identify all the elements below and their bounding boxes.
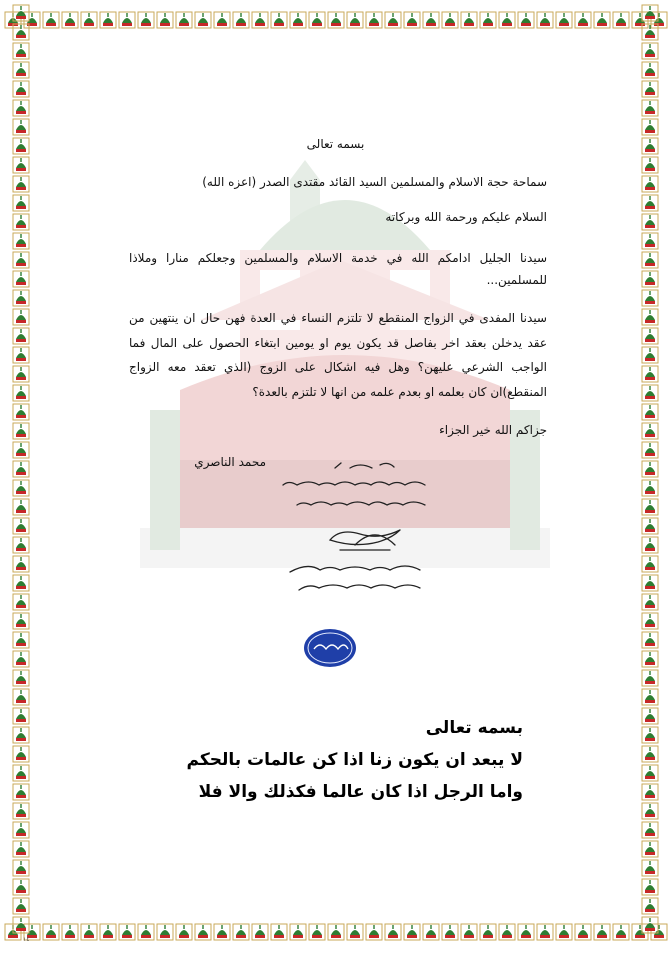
letter-basmala: بسمه تعالى bbox=[306, 137, 365, 151]
handwritten-reply bbox=[250, 460, 430, 615]
page-number: ١٤ bbox=[23, 936, 30, 943]
decorative-border-bottom bbox=[0, 912, 671, 952]
letter-closing: جزاكم الله خير الجزاء bbox=[439, 423, 547, 437]
reply-transcription bbox=[187, 712, 524, 808]
official-seal bbox=[302, 627, 358, 669]
letter-paragraph-intro: سيدنا الجليل ادامكم الله في خدمة الاسلام والمسلمين وجعلكم منارا وملاذا للمسلمين... bbox=[129, 251, 547, 287]
transcription-line-1: بسمه تعالى bbox=[425, 718, 523, 738]
letter-greeting: السلام عليكم ورحمة الله وبركاته bbox=[385, 210, 547, 224]
decorative-border-top bbox=[0, 0, 671, 40]
transcription-line-3: واما الرجل اذا كان عالما فكذلك والا فلا bbox=[198, 782, 523, 802]
letter-paragraph-question: سيدنا المفدى في الزواج المنقطع لا تلتزم النساء في العدة فهن حال ان ينتهين من عقد يدخلن بعقد اخر بفاصل قد يكون يوم او يومين ابتغاء الحصول على المال فما الواجب الشرعي عليهن؟ وهل فيه اشكال على الزوج (الذي تعقد معه الزواج المنقطع)ان كان بعلمه او بعدم علمه من انها لا تلتزم بالعدة؟ bbox=[129, 311, 547, 399]
transcription-line-2: لا يبعد ان يكون زنا اذا كن عالمات بالحكم bbox=[186, 750, 523, 770]
letter-sender-name: محمد الناصري bbox=[194, 455, 266, 469]
letter-addressee: سماحة حجة الاسلام والمسلمين السيد القائد مقتدى الصدر (اعزه الله) bbox=[202, 175, 547, 189]
